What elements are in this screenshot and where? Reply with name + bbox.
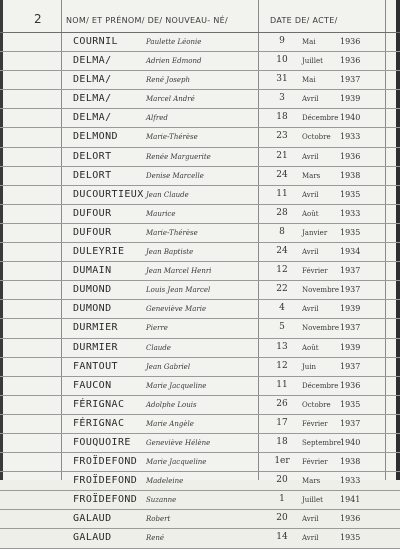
act-day: 26 — [276, 398, 288, 409]
act-month: Avril — [302, 534, 319, 543]
act-month: Novembre — [302, 286, 340, 295]
surname: FÉRIGNAC — [73, 417, 125, 429]
act-day: 1er — [274, 456, 290, 467]
table-row — [0, 396, 400, 415]
surname: DELMA/ — [73, 74, 112, 86]
surname: DUFOUR — [73, 207, 112, 219]
given-name: René — [146, 534, 165, 543]
act-day: 11 — [276, 188, 288, 199]
act-month: Mai — [302, 38, 316, 46]
act-year: 1940 — [340, 113, 361, 123]
surname: DELMOND — [73, 131, 118, 143]
table-row — [0, 300, 400, 319]
surname: GALAUD — [73, 513, 112, 525]
given-name: Claude — [146, 343, 171, 352]
act-month: Octobre — [302, 400, 331, 409]
surname: DUMOND — [73, 303, 112, 315]
act-year: 1933 — [340, 476, 361, 486]
act-year: 1935 — [340, 533, 361, 543]
act-year: 1937 — [340, 418, 361, 428]
act-year: 1936 — [340, 37, 361, 46]
act-day: 12 — [276, 265, 288, 276]
surname: DUCOURTIEUX — [73, 188, 144, 200]
table-row — [0, 358, 400, 377]
table-row — [0, 453, 400, 472]
act-month: Décembre — [302, 381, 339, 390]
given-name: Marcel André — [146, 95, 195, 104]
table-row — [0, 377, 400, 396]
act-day: 28 — [276, 207, 288, 218]
act-year: 1936 — [340, 380, 361, 390]
act-month: Juin — [302, 362, 317, 371]
act-year: 1933 — [340, 208, 361, 218]
act-day: 3 — [279, 93, 285, 104]
act-year: 1940 — [340, 437, 361, 447]
given-name: Marie Jacqueline — [146, 381, 207, 390]
act-day: 21 — [276, 150, 288, 161]
act-day: 1 — [279, 494, 285, 505]
table-row — [0, 52, 400, 71]
table-row — [0, 186, 400, 205]
act-day: 18 — [276, 112, 288, 123]
act-month: Avril — [302, 152, 319, 161]
act-year: 1938 — [340, 170, 361, 180]
table-row — [0, 281, 400, 300]
act-month: Janvier — [302, 228, 328, 237]
act-day: 24 — [276, 169, 288, 180]
act-year: 1935 — [340, 399, 361, 409]
act-day: 5 — [279, 322, 285, 333]
act-year: 1937 — [340, 266, 361, 276]
table-row — [0, 262, 400, 281]
surname: FOUQUOIRE — [73, 436, 131, 448]
act-day: 17 — [276, 417, 288, 428]
given-name: Jean Claude — [146, 190, 189, 199]
table-row — [0, 529, 400, 548]
act-month: Mars — [302, 171, 321, 180]
act-year: 1941 — [340, 495, 361, 505]
given-name: Suzanne — [146, 496, 177, 505]
given-name: Adolphe Louis — [146, 400, 197, 409]
given-name: Geneviève Marie — [146, 305, 207, 314]
given-name: Denise Marcelle — [146, 171, 204, 180]
given-name: Louis Jean Marcel — [146, 286, 211, 295]
act-month: Juillet — [302, 496, 323, 505]
given-name: Adrien Edmond — [146, 57, 202, 66]
act-month: Avril — [302, 305, 319, 314]
given-name: Maurice — [146, 209, 176, 218]
table-row — [0, 415, 400, 434]
act-day: 11 — [276, 379, 288, 390]
act-month: Septembre — [302, 438, 341, 447]
act-month: Mars — [302, 477, 321, 486]
act-year: 1939 — [340, 304, 361, 314]
surname: FANTOUT — [73, 360, 118, 372]
table-row — [0, 205, 400, 224]
act-month: Février — [302, 458, 328, 467]
act-month: Avril — [302, 515, 319, 524]
act-year: 1939 — [340, 342, 361, 352]
given-name: Pierre — [146, 324, 168, 333]
act-day: 10 — [276, 55, 288, 66]
act-day: 9 — [279, 36, 285, 46]
act-year: 1937 — [340, 361, 361, 371]
given-name: Jean Marcel Henri — [146, 267, 212, 276]
act-month: Décembre — [302, 114, 339, 123]
surname: DELMA/ — [73, 112, 112, 124]
given-name: Paulette Léonie — [146, 38, 202, 46]
given-name: Madeleine — [146, 477, 184, 486]
header-names: NOM/ ET PRÉNOM/ DE/ NOUVEAU- NÉ/ — [66, 16, 228, 25]
act-month: Avril — [302, 95, 319, 104]
act-day: 14 — [276, 532, 288, 543]
surname: FÉRIGNAC — [73, 398, 125, 410]
table-row — [0, 319, 400, 338]
given-name: René Joseph — [146, 76, 191, 85]
act-day: 18 — [276, 436, 288, 447]
act-year: 1936 — [340, 56, 361, 66]
table-header — [0, 10, 400, 33]
act-day: 4 — [279, 303, 285, 314]
act-year: 1939 — [340, 94, 361, 104]
act-month: Août — [302, 209, 319, 218]
given-name: Robert — [146, 515, 171, 524]
table-row — [0, 510, 400, 529]
act-day: 13 — [276, 341, 288, 352]
surname: DELORT — [73, 169, 112, 181]
table-row — [0, 71, 400, 90]
act-day: 24 — [276, 246, 288, 257]
act-month: Août — [302, 343, 319, 352]
given-name: Alfred — [146, 114, 168, 123]
table-row — [0, 33, 400, 52]
surname: FROÏDEFOND — [73, 456, 138, 468]
act-day: 22 — [276, 284, 288, 295]
surname: FROÏDEFOND — [73, 494, 138, 506]
surname: DURMIER — [73, 341, 118, 353]
act-year: 1934 — [340, 247, 361, 257]
act-month: Juillet — [302, 57, 323, 66]
act-year: 1937 — [340, 285, 361, 295]
act-month: Novembre — [302, 324, 340, 333]
surname: DUMOND — [73, 284, 112, 296]
surname: DELMA/ — [73, 93, 112, 105]
given-name: Jean Baptiste — [146, 248, 194, 257]
register-rows — [0, 33, 400, 549]
act-month: Février — [302, 419, 328, 428]
act-month: Février — [302, 267, 328, 276]
act-day: 12 — [276, 360, 288, 371]
act-month: Avril — [302, 190, 319, 199]
table-row — [0, 128, 400, 147]
act-day: 31 — [276, 74, 288, 85]
act-month: Avril — [302, 248, 319, 257]
act-year: 1933 — [340, 132, 361, 142]
table-row — [0, 109, 400, 128]
act-day: 20 — [276, 513, 288, 524]
act-day: 8 — [279, 226, 285, 237]
act-year: 1935 — [340, 227, 361, 237]
surname: FROÏDEFOND — [73, 475, 138, 487]
table-row — [0, 339, 400, 358]
surname: DELORT — [73, 150, 112, 162]
header-dates: DATE DE/ ACTE/ — [270, 16, 338, 25]
given-name: Marie-Thérèse — [146, 133, 198, 142]
surname: DURMIER — [73, 322, 118, 334]
table-row — [0, 167, 400, 186]
surname: DUFOUR — [73, 226, 112, 238]
surname: DUMAIN — [73, 265, 112, 277]
given-name: Marie Angèle — [146, 419, 194, 428]
page-number: 2 — [34, 12, 42, 26]
surname: DELMA/ — [73, 55, 112, 67]
act-month: Mai — [302, 76, 316, 85]
act-day: 20 — [276, 475, 288, 486]
act-year: 1935 — [340, 189, 361, 199]
act-month: Octobre — [302, 133, 331, 142]
table-row — [0, 472, 400, 491]
surname: DULEYRIE — [73, 246, 125, 258]
act-year: 1938 — [340, 457, 361, 467]
act-year: 1936 — [340, 151, 361, 161]
surname: FAUCON — [73, 379, 112, 391]
given-name: Marie Jacqueline — [146, 458, 207, 467]
table-row — [0, 243, 400, 262]
given-name: Renée Marguerite — [146, 152, 211, 161]
given-name: Jean Gabriel — [146, 362, 191, 371]
given-name: Geneviève Hélène — [146, 438, 211, 447]
table-row — [0, 90, 400, 109]
act-day: 23 — [276, 131, 288, 142]
table-row — [0, 491, 400, 510]
act-year: 1937 — [340, 323, 361, 333]
surname: COURNIL — [73, 36, 118, 47]
given-name: Marie-Thérèse — [146, 228, 198, 237]
table-row — [0, 224, 400, 243]
surname: GALAUD — [73, 532, 112, 544]
table-row — [0, 434, 400, 453]
act-year: 1937 — [340, 75, 361, 85]
act-year: 1936 — [340, 514, 361, 524]
table-row — [0, 148, 400, 167]
